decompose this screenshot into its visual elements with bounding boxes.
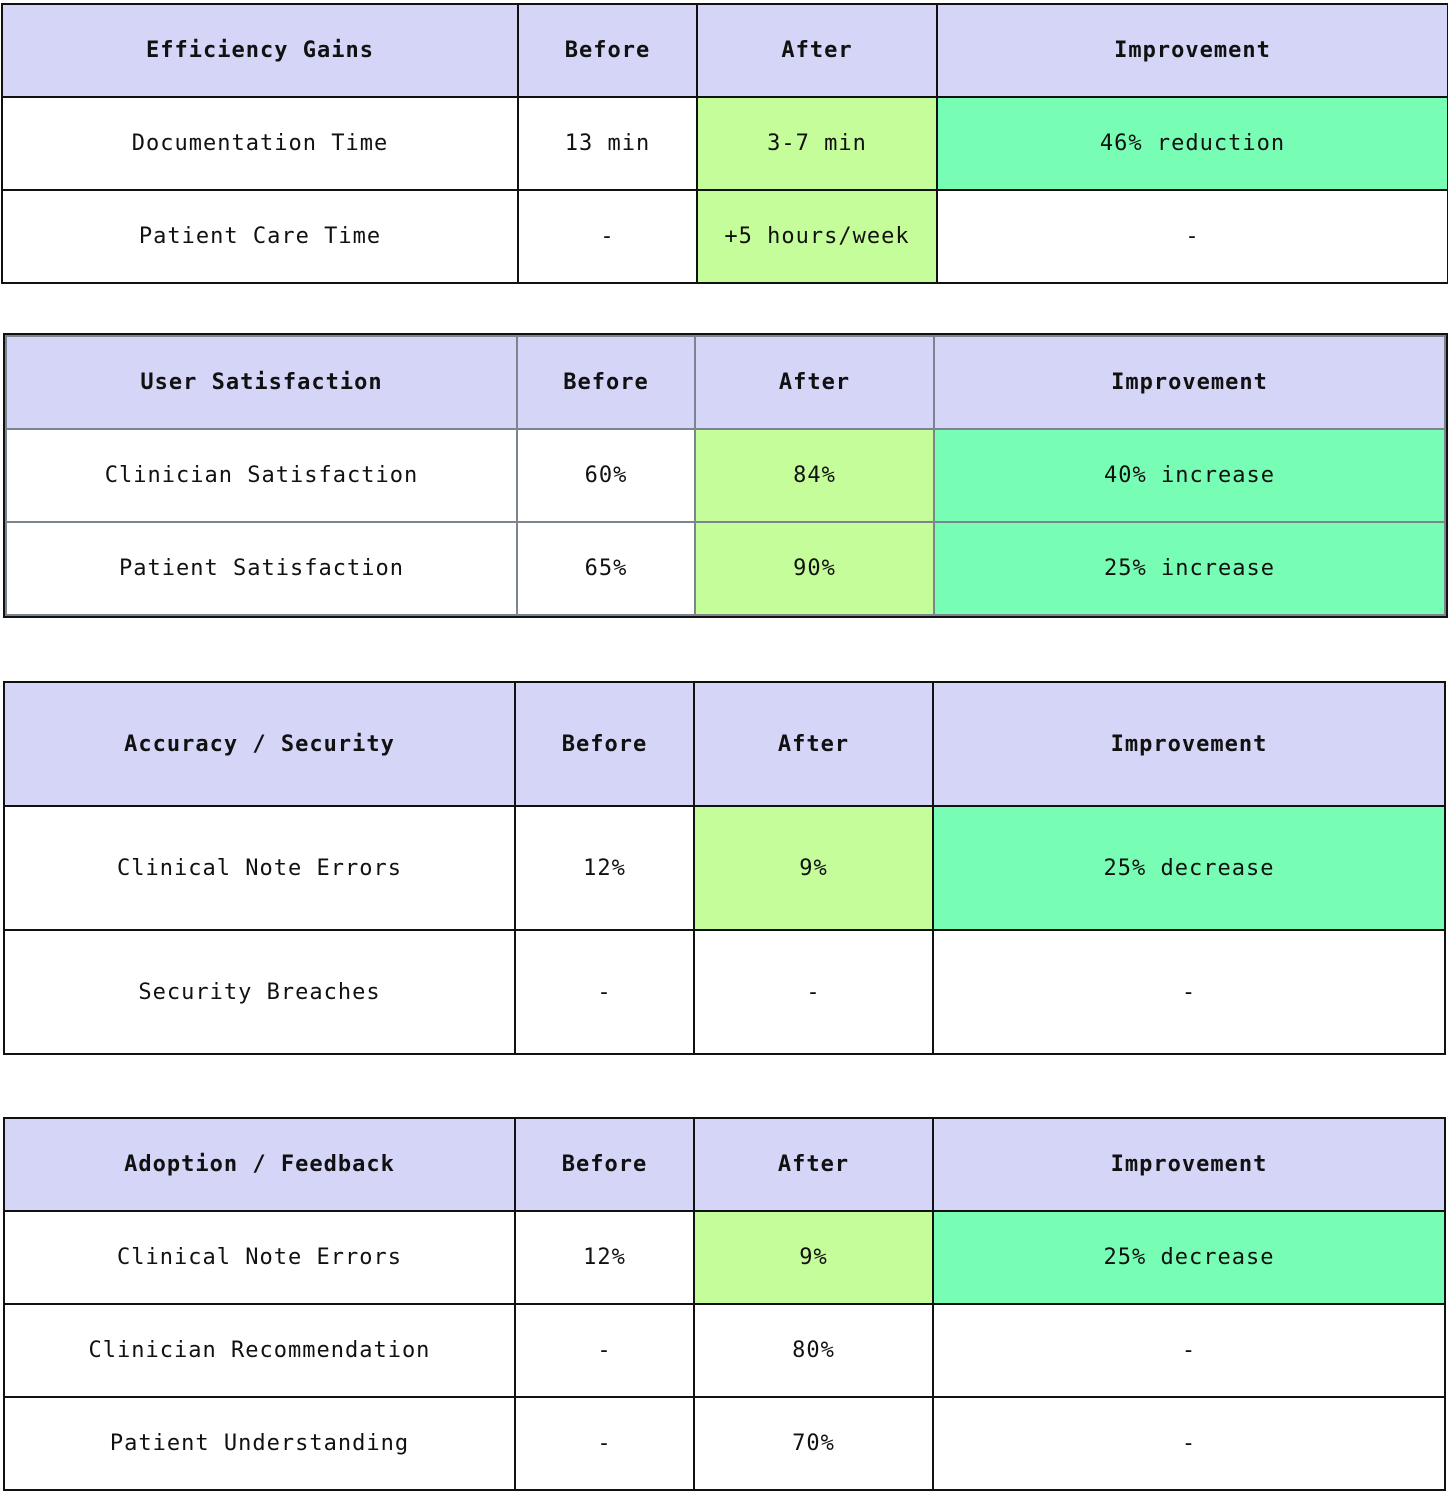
user-satisfaction-table: [5, 335, 1446, 616]
metric-cell: Clinician Satisfaction: [6, 429, 517, 522]
metric-cell: Documentation Time: [2, 97, 518, 190]
after-cell: 84%: [695, 429, 934, 522]
table-row: [4, 1304, 1445, 1397]
accuracy-security-table: [3, 681, 1446, 1055]
after-cell: 70%: [694, 1397, 933, 1490]
before-cell: -: [515, 1304, 694, 1397]
after-cell: 3-7 min: [697, 97, 937, 190]
improvement-cell: 40% increase: [934, 429, 1445, 522]
efficiency-gains-table: [1, 3, 1448, 284]
before-cell: 13 min: [518, 97, 697, 190]
header-before: Before: [517, 336, 695, 429]
metric-cell: Patient Understanding: [4, 1397, 515, 1490]
table-row: [4, 806, 1445, 930]
after-cell: 9%: [694, 806, 933, 930]
before-cell: 12%: [515, 806, 694, 930]
header-after: After: [695, 336, 934, 429]
metric-cell: Patient Satisfaction: [6, 522, 517, 615]
improvement-cell: 46% reduction: [937, 97, 1448, 190]
table-row: [2, 97, 1448, 190]
header-before: Before: [518, 4, 697, 97]
header-category: Accuracy / Security: [4, 682, 515, 806]
metric-cell: Security Breaches: [4, 930, 515, 1054]
table-row: [2, 190, 1448, 283]
header-after: After: [694, 682, 933, 806]
before-cell: -: [515, 930, 694, 1054]
after-cell: -: [694, 930, 933, 1054]
table-row: [6, 429, 1445, 522]
improvement-cell: -: [937, 190, 1448, 283]
improvement-cell: -: [933, 1397, 1445, 1490]
metric-cell: Clinical Note Errors: [4, 1211, 515, 1304]
header-improvement: Improvement: [937, 4, 1448, 97]
improvement-cell: 25% increase: [934, 522, 1445, 615]
table-row: [4, 1211, 1445, 1304]
header-improvement: Improvement: [933, 682, 1445, 806]
table-row: [6, 522, 1445, 615]
metric-cell: Clinical Note Errors: [4, 806, 515, 930]
header-improvement: Improvement: [933, 1118, 1445, 1211]
header-category: Adoption / Feedback: [4, 1118, 515, 1211]
metric-cell: Patient Care Time: [2, 190, 518, 283]
metric-cell: Clinician Recommendation: [4, 1304, 515, 1397]
table-header-row: [2, 4, 1448, 97]
before-cell: -: [518, 190, 697, 283]
table-header-row: [4, 1118, 1445, 1211]
after-cell: 90%: [695, 522, 934, 615]
improvement-cell: -: [933, 930, 1445, 1054]
adoption-feedback-table: [3, 1117, 1446, 1491]
improvement-cell: 25% decrease: [933, 1211, 1445, 1304]
before-cell: 60%: [517, 429, 695, 522]
improvement-cell: -: [933, 1304, 1445, 1397]
after-cell: 9%: [694, 1211, 933, 1304]
table-row: [4, 1397, 1445, 1490]
before-cell: 65%: [517, 522, 695, 615]
header-category: User Satisfaction: [6, 336, 517, 429]
header-improvement: Improvement: [934, 336, 1445, 429]
header-category: Efficiency Gains: [2, 4, 518, 97]
header-after: After: [697, 4, 937, 97]
improvement-cell: 25% decrease: [933, 806, 1445, 930]
after-cell: +5 hours/week: [697, 190, 937, 283]
header-before: Before: [515, 682, 694, 806]
before-cell: -: [515, 1397, 694, 1490]
table-row: [4, 930, 1445, 1054]
table-header-row: [4, 682, 1445, 806]
header-before: Before: [515, 1118, 694, 1211]
header-after: After: [694, 1118, 933, 1211]
after-cell: 80%: [694, 1304, 933, 1397]
before-cell: 12%: [515, 1211, 694, 1304]
table-header-row: [6, 336, 1445, 429]
